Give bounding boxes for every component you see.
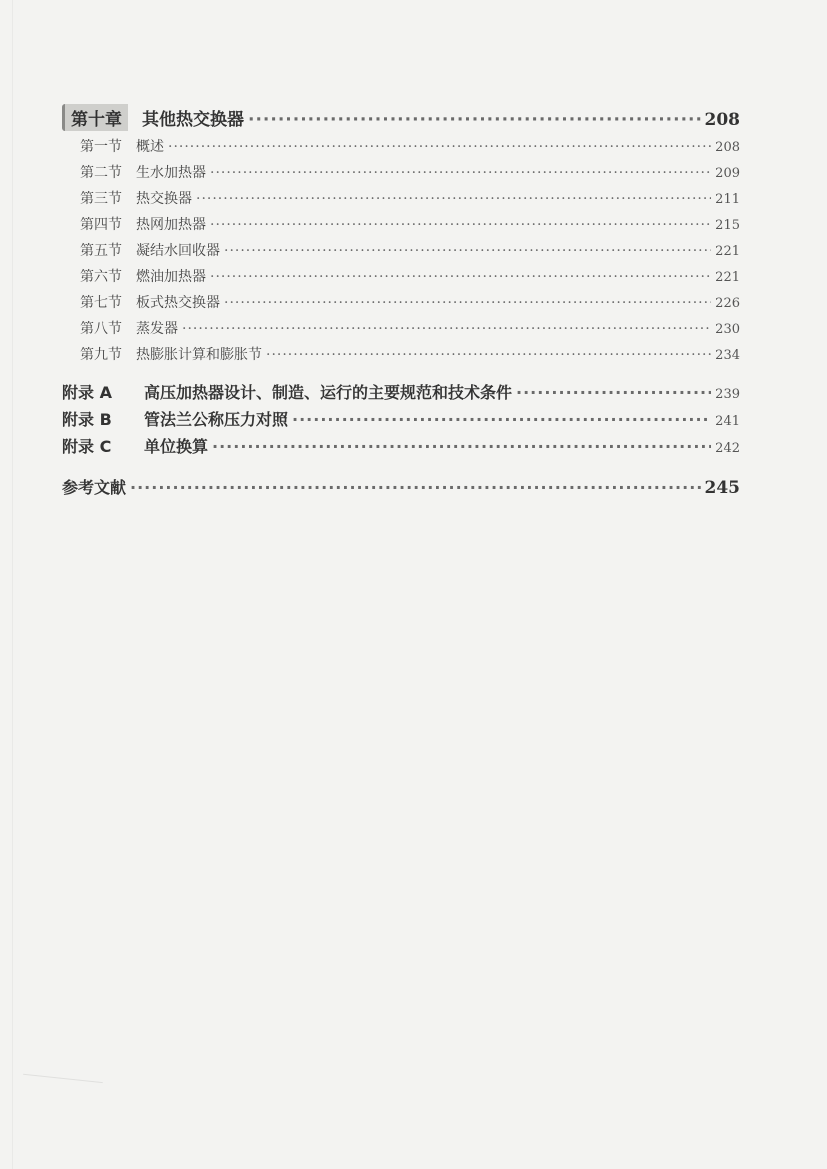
section-number: 第四节 <box>80 217 122 233</box>
leader-dots <box>210 269 711 285</box>
references-page-number: 245 <box>704 478 740 498</box>
section-title: 板式热交换器 <box>136 295 220 311</box>
section-title: 凝结水回收器 <box>136 243 220 259</box>
section-row[interactable] <box>62 162 740 188</box>
chapter-page-number: 208 <box>704 110 740 130</box>
leader-dots <box>210 165 711 181</box>
section-row[interactable] <box>62 292 740 318</box>
appendix-page-number: 242 <box>715 441 740 456</box>
section-page-number: 230 <box>715 322 740 337</box>
section-row[interactable] <box>62 188 740 214</box>
section-title: 热交换器 <box>136 191 192 207</box>
chapter-label: 第十章 <box>62 104 128 131</box>
leader-dots <box>212 437 711 456</box>
appendix-number: 附录 A <box>62 383 112 402</box>
section-row[interactable] <box>62 344 740 370</box>
appendix-number: 附录 C <box>62 437 112 456</box>
section-page-number: 215 <box>715 218 740 233</box>
section-title: 热网加热器 <box>136 217 206 233</box>
appendix-title: 管法兰公称压力对照 <box>144 410 289 429</box>
page-edge <box>12 0 13 1169</box>
leader-dots <box>224 295 711 311</box>
leader-dots <box>168 139 711 155</box>
section-row[interactable] <box>62 214 740 240</box>
section-number: 第六节 <box>80 269 122 285</box>
section-number: 第一节 <box>80 139 122 155</box>
appendix-list <box>62 380 740 461</box>
scan-artifact <box>23 1054 105 1083</box>
section-number: 第七节 <box>80 295 122 311</box>
leader-dots <box>210 217 711 233</box>
leader-dots <box>224 243 711 259</box>
leader-dots <box>266 347 711 363</box>
table-of-contents <box>62 104 740 505</box>
section-number: 第三节 <box>80 191 122 207</box>
section-page-number: 234 <box>715 348 740 363</box>
section-title: 燃油加热器 <box>136 269 206 285</box>
section-number: 第五节 <box>80 243 122 259</box>
chapter-title: 其他热交换器 <box>142 110 244 130</box>
leader-dots <box>248 110 701 130</box>
leader-dots <box>516 383 711 402</box>
appendix-title: 单位换算 <box>144 437 209 456</box>
section-title: 蒸发器 <box>136 321 178 337</box>
section-page-number: 221 <box>715 244 740 259</box>
appendix-page-number: 239 <box>715 387 740 402</box>
chapter-heading[interactable] <box>62 104 740 134</box>
leader-dots <box>182 321 711 337</box>
appendix-row[interactable] <box>62 407 740 434</box>
section-title: 概述 <box>136 139 164 155</box>
section-row[interactable] <box>62 136 740 162</box>
appendix-title: 高压加热器设计、制造、运行的主要规范和技术条件 <box>144 383 513 402</box>
section-number: 第八节 <box>80 321 122 337</box>
section-number: 第九节 <box>80 347 122 363</box>
appendix-row[interactable] <box>62 380 740 407</box>
references-row[interactable] <box>62 475 740 505</box>
section-title: 生水加热器 <box>136 165 206 181</box>
section-page-number: 211 <box>715 192 740 207</box>
section-title: 热膨胀计算和膨胀节 <box>136 347 262 363</box>
section-page-number: 209 <box>715 166 740 181</box>
section-page-number: 221 <box>715 270 740 285</box>
appendix-row[interactable] <box>62 434 740 461</box>
references-title: 参考文献 <box>62 478 127 497</box>
section-page-number: 226 <box>715 296 740 311</box>
section-row[interactable] <box>62 240 740 266</box>
appendix-number: 附录 B <box>62 410 112 429</box>
leader-dots <box>130 478 700 497</box>
leader-dots <box>292 410 711 429</box>
appendix-page-number: 241 <box>715 414 740 429</box>
section-page-number: 208 <box>715 140 740 155</box>
leader-dots <box>196 191 711 207</box>
section-row[interactable] <box>62 266 740 292</box>
section-number: 第二节 <box>80 165 122 181</box>
section-row[interactable] <box>62 318 740 344</box>
section-list <box>62 136 740 370</box>
